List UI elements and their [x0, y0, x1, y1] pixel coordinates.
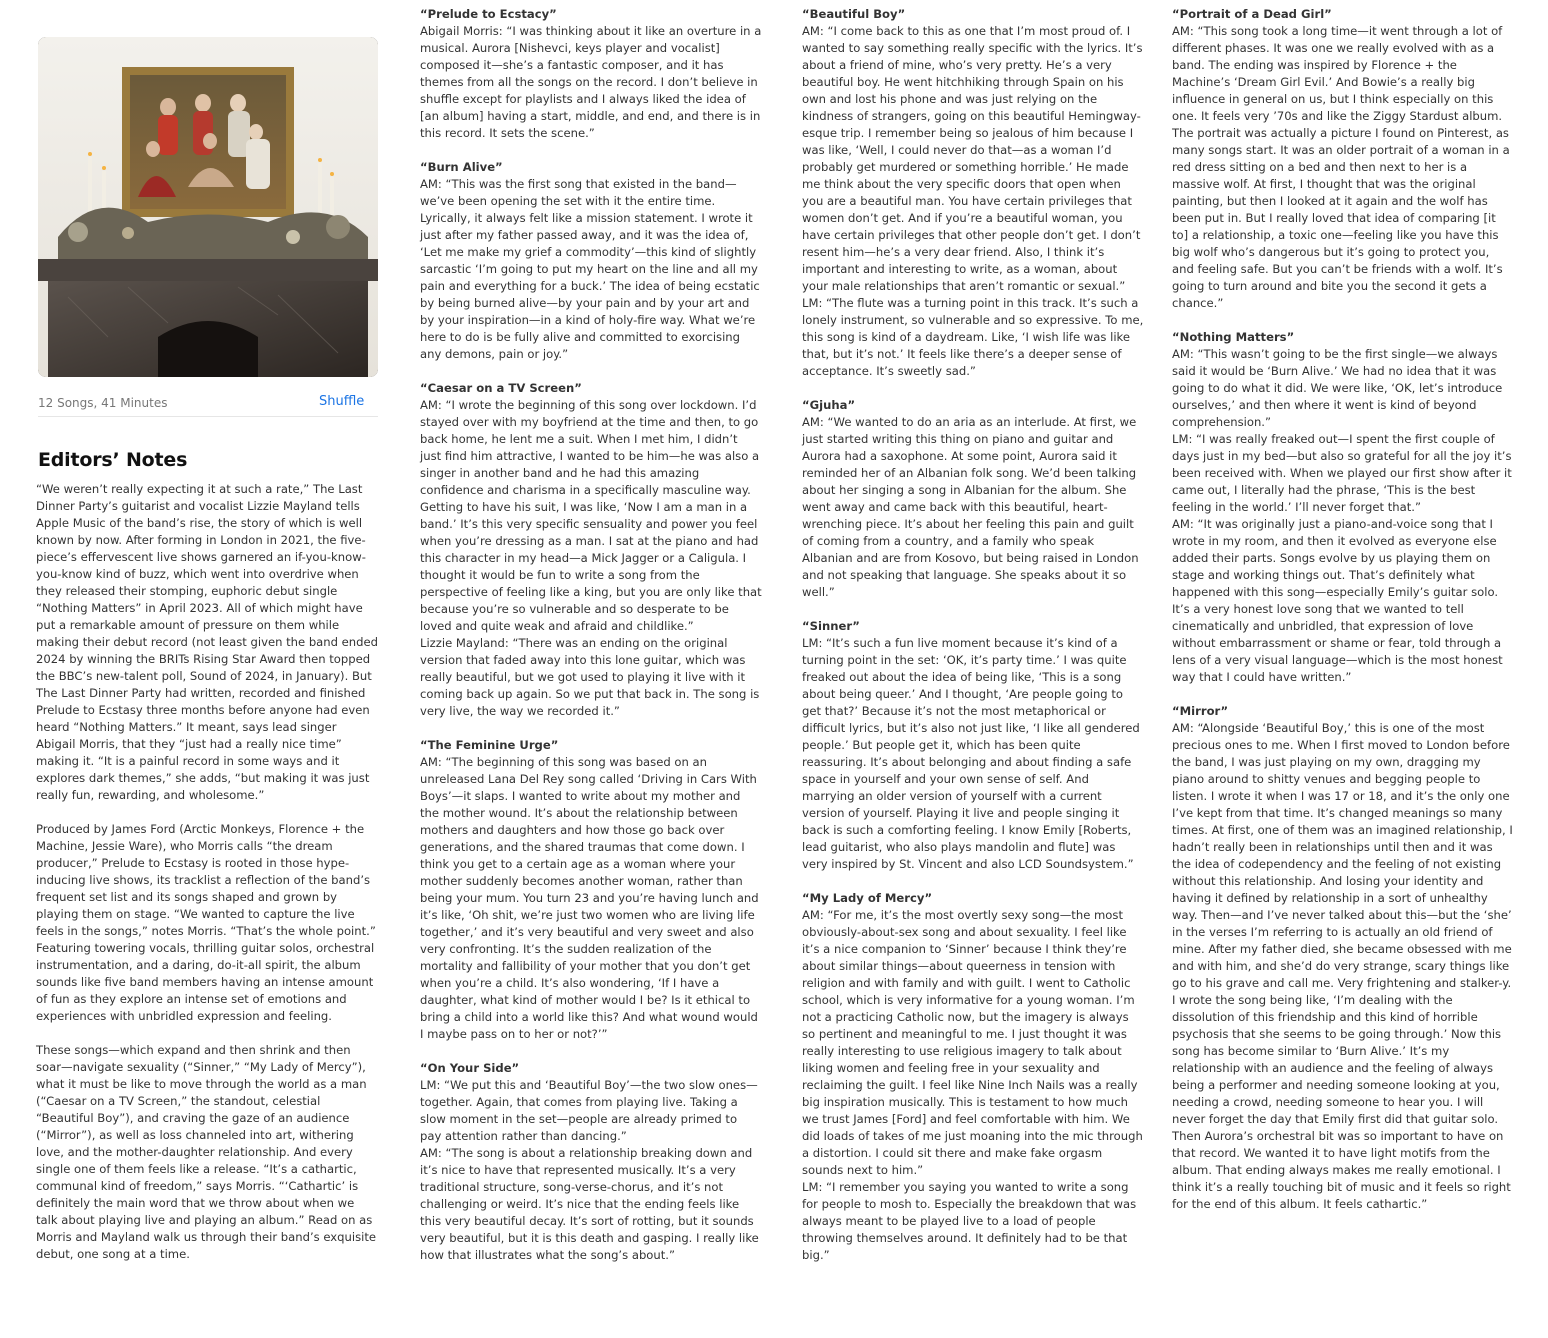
track-note-text: AM: “We wanted to do an aria as an interlude. At first, we just started writing this thing on piano and guitar and Aurora had a saxophone. At some point, Aurora said it reminded her of an Albanian folk song. We’d been talking about her singing a song in Albanian for the album. She went away and came back with this beautiful, heart-wrenching piece. It’s about her feeling this pain and guilt of coming from a country, and a family who speak Albanian and are from Kosovo, but being raised in London and not speaking that language. She speaks about it so well.” — [802, 415, 1139, 599]
album-artwork[interactable] — [38, 37, 378, 377]
track-note-beautiful-boy — [802, 6, 1144, 380]
track-note-on-your-side — [420, 1060, 762, 1264]
track-note-text: AM: “For me, it’s the most overtly sexy song—the most obviously-about-sex song and about sexuality. I feel like it’s a nice companion to ‘Sinner’ because I think they’re about similar things—about queerness in tension with religion and with family and with guilt. I went to Catholic school, which is very informative for a young woman. I’m not a practicing Catholic now, but the imagery is always so pertinent and meaningful to me. I just thought it was really interesting to use religious imagery to talk about liking women and feeling free in your sexuality and reclaiming the guilt. I feel like Nine Inch Nails was a really big inspiration musically. This is testament to how much we trust James [Ford] and feel comfortable with him. We did loads of takes of me just moaning into the mic through a distortion. I could sit there and make fake orgasm sounds next to him.” — [802, 908, 1143, 1177]
track-note-title: “Portrait of a Dead Girl” — [1172, 7, 1332, 21]
track-note-text: AM: “Alongside ‘Beautiful Boy,’ this is one of the most precious ones to me. When I first moved to London before the band, I was just playing on my own, dragging my piano around to shitty venues and begging people to listen. I wrote it when I was 17 or 18, and it’s the only one I’ve kept from that time. It’s changed meanings so many times. At first, one of them was an imagined relationship, I hadn’t really been in relationships until then and it was the idea of codependency and the feeling of not existing without this relationship. And losing your identity and having it defined by relationship in a sort of unhealthy way. Then—and I’ve never talked about this—but the ‘she’ in the verses I’m referring to is actually an old friend of mine. After my father died, she became obsessed with me and with him, and she’d do very strange, scary things like go to his grave and call me. Very frightening and stalker-y. I wrote the song being like, ‘I’m dealing with the dissolution of this friendship and this kind of horrible psychosis that she seems to be going through.’ Now this song has become similar to ‘Burn Alive.’ It’s my relationship with an audience and the feeling of always being a performer and needing someone looking at you, needing a crowd, needing someone to hear you. I will never forget the day that Emily first did that guitar solo. Then Aurora’s orchestral bit was so important to have on that record. We wanted it to have light motifs from the album. That ending always makes me really emotional. I think it’s a really touching bit of music and it feels so right for the end of this album. It feels cathartic.” — [1172, 721, 1513, 1211]
track-note-title: “The Feminine Urge” — [420, 738, 559, 752]
editors-notes-body — [36, 481, 378, 1280]
track-note-text: AM: “This wasn’t going to be the first single—we always said it would be ‘Burn Alive.’ We had no idea that it was going to do what it did. We were like, ‘OK, let’s introduce ourselves,’ and then where it went is kind of beyond comprehension.” — [1172, 347, 1503, 429]
album-artwork-image — [38, 37, 378, 377]
track-note-burn-alive — [420, 159, 762, 363]
editors-notes-paragraph: Produced by James Ford (Arctic Monkeys, Florence + the Machine, Jessie Ware), who Morris calls “the dream producer,” Prelude to Ecstasy is rooted in those hype-inducing live shows, its tracklist a reflection of the band’s frequent set list and its songs shaped and grown by playing them on stage. “We wanted to capture the live feels in the songs,” notes Morris. “That’s the whole point.” Featuring towering vocals, thrilling guitar solos, orchestral instrumentation, and a daring, do-it-all spirit, the album sounds like five band members having an intense amount of fun as they explore an intense set of emotions and experiences with unbridled expression and feeling. — [36, 822, 376, 1023]
track-note-my-lady-of-mercy — [802, 890, 1144, 1264]
track-note-text: LM: “I remember you saying you wanted to write a song for people to mosh to. Especially the breakdown that was always meant to be played live to a load of people throwing themselves around. It definitely had to be that big.” — [802, 1180, 1137, 1262]
track-note-title: “Beautiful Boy” — [802, 7, 906, 21]
track-note-title: “Mirror” — [1172, 704, 1229, 718]
track-note-nothing-matters — [1172, 329, 1514, 686]
track-note-text: AM: “The song is about a relationship breaking down and it’s nice to have that represented musically. It’s a very traditional structure, song-verse-chorus, and it’s not challenging or weird. It’s nice that the ending feels like this very beautiful decay. It’s sort of rotting, but it sounds very beautiful, but it is this death and gasping. I really like how that illustrates what the song’s about.” — [420, 1146, 759, 1262]
album-meta-row — [38, 390, 378, 417]
editors-notes-title: Editors’ Notes — [38, 449, 188, 471]
track-note-prelude-to-ecstacy — [420, 6, 762, 142]
track-note-caesar-on-a-tv-screen — [420, 380, 762, 720]
track-note-title: “My Lady of Mercy” — [802, 891, 933, 905]
track-note-text: AM: “I wrote the beginning of this song over lockdown. I’d stayed over with my boyfriend at the time and then, to go back home, he lent me a suit. When I met him, I didn’t just find him attractive, I wanted to be him—he was also a singer in another band and he had this amazing confidence and charisma in a specifically masculine way. Getting to have his suit, I was like, ‘Now I am a man in a band.’ It’s this very specific sensuality and power you feel when you’re dressing as a man. I sat at the piano and had this character in my head—a Mick Jagger or a Caligula. I thought it would be fun to write a song from the perspective of feeling like a king, but you are only like that because you’re so vulnerable and so desperate to be loved and quite weak and afraid and childlike.” — [420, 398, 762, 633]
track-note-title: “Nothing Matters” — [1172, 330, 1295, 344]
track-note-portrait-of-a-dead-girl — [1172, 6, 1514, 312]
editors-notes-paragraph: “We weren’t really expecting it at such a rate,” The Last Dinner Party’s guitarist and vocalist Lizzie Mayland tells Apple Music of the band’s rise, the story of which is well known by now. After forming in London in 2021, the five-piece’s effervescent live shows garnered an if-you-know-you-know kind of buzz, which went into overdrive when they released their stomping, euphoric debut single “Nothing Matters” in April 2023. All of which might have put a remarkable amount of pressure on them while making their debut record (not least given the band ended 2024 by winning the BRITs Rising Star Award then topped the BBC’s new-talent poll, Sound of 2024, in January). But The Last Dinner Party had written, recorded and finished Prelude to Ecstasy three months before anyone had even heard “Nothing Matters.” It meant, says lead singer Abigail Morris, that they “just had a really nice time” making it. “It is a painful record in some ways and it explores dark themes,” she adds, “but making it was just really fun, rewarding, and wholesome.” — [36, 482, 379, 802]
album-track-count: 12 Songs, 41 Minutes — [38, 396, 168, 410]
track-note-text: LM: “We put this and ‘Beautiful Boy’—the two slow ones—together. Again, that comes from playing live. Taking a slow moment in the set—people are already primed to pay attention rather than dancing.” — [420, 1078, 758, 1143]
track-note-text: LM: “The flute was a turning point in this track. It’s such a lonely instrument, so vulnerable and so expressive. To me, this song is kind of a daydream. Like, ‘I wish life was like that, but it’s not.’ It feels like there’s a deeper sense of acceptance. It’s sweetly sad.” — [802, 296, 1144, 378]
track-notes-column-4 — [1172, 6, 1514, 1230]
track-note-text: LM: “I was really freaked out—I spent the first couple of days just in my bed—but also so grateful for all the joy it’s been received with. When we played our first show after it came out, I literally had the phrase, ‘This is the best feeling in the world.’ I’ll never forget that.” — [1172, 432, 1512, 514]
shuffle-button[interactable]: Shuffle — [319, 394, 365, 409]
track-note-text: AM: “This song took a long time—it went through a lot of different phases. It was one we really evolved with as a band. The ending was inspired by Florence + the Machine’s ‘Dream Girl Evil.’ And Bowie’s a really big influence in general on us, but I think especially on this one. It feels very ’70s and like the Ziggy Stardust album. The portrait was actually a picture I found on Pinterest, as many songs start. It was an older portrait of a woman in a red dress sitting on a bed and then next to her is a massive wolf. At first, I thought that was the original painting, but then I looked at it again and the wolf has been put in. But I really loved that idea of comparing [it to] a relationship, a toxic one—feeling like you have this big wolf who’s dangerous but it’s going to protect you, and feeling safe. But you can’t be friends with a wolf. It’s going to turn around and bite you the second it gets a chance.” — [1172, 24, 1510, 310]
track-notes-column-2 — [420, 6, 762, 1281]
track-note-text: AM: “This was the first song that existed in the band—we’ve been opening the set with it the entire time. Lyrically, it always felt like a mission statement. I wrote it just after my father passed away, and it was the idea of, ‘Let me make my grief a commodity’—this kind of slightly sarcastic ‘I’m going to put my heart on the line and all my pain and everything for a buck.’ The idea of being ecstatic by being burned alive—by your pain and by your art and by your inspiration—in a kind of holy-fire way. What we’re here to do is be fully alive and committed to exorcising any demons, pain or joy.” — [420, 177, 760, 361]
track-note-text: AM: “The beginning of this song was based on an unreleased Lana Del Rey song called ‘Driving in Cars With Boys’—it slaps. I wanted to write about my mother and the mother wound. It’s about the relationship between mothers and daughters and how those go back over generations, and the shared traumas that come down. I think you get to a certain age as a woman where your mother suddenly becomes another woman, rather than being your mum. You turn 23 and you’re having lunch and it’s like, ‘Oh shit, we’re just two women who are living life together,’ and it’s very beautiful and very sweet and also very confronting. It’s the sudden realization of the mortality and fallibility of your mother that you don’t get when you’re a child. It’s also wondering, ‘If I have a daughter, what kind of mother would I be? Is it ethical to bring a child into a world like this? And what wound would I maybe pass on to her or not?’” — [420, 755, 759, 1041]
track-note-sinner — [802, 618, 1144, 873]
track-note-text: LM: “It’s such a fun live moment because it’s kind of a turning point in the set: ‘OK, it’s party time.’ I was quite freaked out about the idea of being like, ‘This is a song about being queer.’ And I thought, ‘Are people going to get that?’ Because it’s not the most metaphorical or difficult lyrics, but it’s also not just like, ‘I like all gendered people.’ But people get it, which has been quite reassuring. It’s about belonging and about finding a safe space in yourself and your own sense of self. And marrying an older version of yourself with a current version of yourself. Playing it live and people singing it back is such a comforting feeling. I know Emily [Roberts, lead guitarist, who also plays mandolin and flute] was very inspired by St. Vincent and also LCD Soundsystem.” — [802, 636, 1140, 871]
track-note-title: “Caesar on a TV Screen” — [420, 381, 582, 395]
track-note-title: “On Your Side” — [420, 1061, 520, 1075]
track-note-the-feminine-urge — [420, 737, 762, 1043]
track-note-title: “Prelude to Ecstacy” — [420, 7, 557, 21]
track-note-title: “Burn Alive” — [420, 160, 503, 174]
track-note-text: Abigail Morris: “I was thinking about it like an overture in a musical. Aurora [Nishevci, keys player and vocalist] composed it—she’s a fantastic composer, and it has themes from all the songs on the record. I don’t believe in shuffle except for playlists and I always liked the idea of [an album] having a start, middle, and end, and there is in this record. It sets the scene.” — [420, 24, 762, 140]
editors-notes-paragraph: These songs—which expand and then shrink and then soar—navigate sexuality (“Sinner,” “My Lady of Mercy”), what it must be like to move through the world as a man (“Caesar on a TV Screen,” the standout, celestial “Beautiful Boy”), and craving the gaze of an audience (“Mirror”), as well as loss channeled into art, withering love, and the mother-daughter relationship. And every single one of them feels like a release. “It’s a cathartic, communal kind of freedom,” says Morris. “‘Cathartic’ is definitely the main word that we throw about when we talk about playing live and playing an album.” Read on as Morris and Mayland walk us through their band’s exquisite debut, one song at a time. — [36, 1043, 377, 1261]
track-note-gjuha — [802, 397, 1144, 601]
track-notes-column-3 — [802, 6, 1144, 1281]
track-note-text: AM: “I come back to this as one that I’m most proud of. I wanted to say something really specific with the lyrics. It’s about a friend of mine, who’s very pretty. He’s a very beautiful boy. He went hitchhiking through Spain on his own and lost his phone and was just relying on the kindness of strangers, going on this beautiful Hemingway-esque trip. I remember being so jealous of him because I was like, ‘Well, I could never do that—as a woman I’d probably get murdered or something horrible.’ He made me think about the very specific doors that open when you are a beautiful man. You have certain privileges that women don’t get. And if you’re a beautiful woman, you have certain privileges that other people don’t get. I don’t resent him—he’s a very dear friend. Also, I think it’s important and interesting to write, as a woman, about your male relationships that aren’t romantic or sexual.” — [802, 24, 1143, 293]
track-note-title: “Gjuha” — [802, 398, 856, 412]
track-note-text: Lizzie Mayland: “There was an ending on the original version that faded away into this lone guitar, which was really beautiful, but we got used to playing it live with it coming back up again. So we put that back in. The song is very live, the way we recorded it.” — [420, 636, 760, 718]
track-note-mirror — [1172, 703, 1514, 1213]
track-note-title: “Sinner” — [802, 619, 860, 633]
track-note-text: AM: “It was originally just a piano-and-voice song that I wrote in my room, and then it evolved as everyone else added their parts. Songs evolve by us playing them on stage and working things out. That’s definitely what happened with this song—especially Emily’s guitar solo. It’s a very honest love song that we wanted to tell cinematically and unbridled, that expression of love without embarrassment or shame or fear, told through a lens of a very visual language—which is the most honest way that I could have written.” — [1172, 517, 1503, 684]
